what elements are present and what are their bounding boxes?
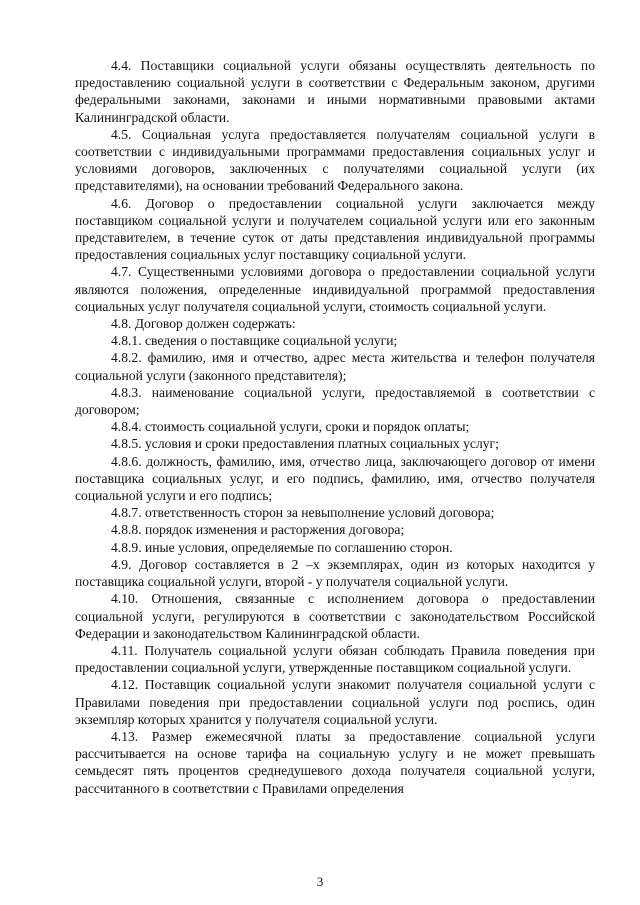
paragraph-4-7: 4.7. Существенными условиями договора о предоставлении социальной услуги являются положения, определенные индивидуальной программой предоставления социальных услуг получателя социальной услуги, стоимость социальной услуги. — [75, 264, 595, 314]
paragraph-4-5: 4.5. Социальная услуга предоставляется получателям социальной услуги в соответствии с индивидуальными программами предоставления социальных услуг и условиями договоров, заключенных с получателями социальной услуги (их представителями), на основании требований Федерального закона. — [75, 126, 595, 194]
paragraph-4-11: 4.11. Получатель социальной услуги обязан соблюдать Правила поведения при предоставлении социальной услуги, утвержденные поставщиком социальной услуги. — [75, 642, 595, 676]
page-number: 3 — [316, 874, 324, 889]
document-body — [75, 57, 595, 797]
paragraph-4-4: 4.4. Поставщики социальной услуги обязаны осуществлять деятельность по предоставлению социальной услуги в соответствии с Федеральным законом, другими федеральными законами, законами и иными нормативными правовыми актами Калининградской области. — [75, 58, 595, 125]
paragraph-4-8-3: 4.8.3. наименование социальной услуги, предоставляемой в соответствии с договором; — [75, 384, 595, 418]
paragraph-4-8-1: 4.8.1. сведения о поставщике социальной услуги; — [111, 333, 398, 349]
paragraph-4-8-4: 4.8.4. стоимость социальной услуги, сроки и порядок оплаты; — [111, 419, 470, 435]
paragraph-4-10: 4.10. Отношения, связанные с исполнением договора о предоставлении социальной услуги, регулируются в соответствии с законодательством Российской Федерации и законодательством Калининградской области. — [75, 591, 595, 641]
paragraph-4-12: 4.12. Поставщик социальной услуги знакомит получателя социальной услуги с Правилами поведения при предоставлении социальной услуги под роспись, один экземпляр которых хранится у получателя социальной услуги. — [75, 677, 595, 727]
paragraph-4-8-6: 4.8.6. должность, фамилию, имя, отчество лица, заключающего договор от имени поставщика социальных услуг, и его подпись, фамилию, имя, отчество получателя социальной услуги и его подпись; — [75, 453, 595, 504]
paragraph-4-8-7: 4.8.7. ответственность сторон за невыполнение условий договора; — [111, 505, 495, 521]
paragraph-4-13: 4.13. Размер ежемесячной платы за предоставление социальной услуги рассчитывается на основе тарифа на социальную услугу и не может превышать семьдесят пять процентов среднедушевого дохода получателя социальной услуги, рассчитанного в соответствии с Правилами определения — [75, 728, 595, 796]
paragraph-4-8-2: 4.8.2. фамилию, имя и отчество, адрес места жительства и телефон получателя социальной услуги (законного представителя); — [75, 350, 595, 383]
paragraph-4-9: 4.9. Договор составляется в 2 –х экземплярах, один из которых находится у поставщика социальной услуги, второй - у получателя социальной услуги. — [75, 556, 595, 590]
paragraph-4-8-5: 4.8.5. условия и сроки предоставления платных социальных услуг; — [111, 436, 499, 452]
paragraph-4-6: 4.6. Договор о предоставлении социальной услуги заключается между поставщиком социальной услуги и получателем социальной услуги или его законным представителем, в течение суток от даты представления индивидуальной программы предоставления социальных услуг поставщику социальной услуги. — [75, 195, 595, 263]
paragraph-4-8-9: 4.8.9. иные условия, определяемые по соглашению сторон. — [111, 539, 453, 555]
paragraph-4-8: 4.8. Договор должен содержать: — [111, 316, 296, 332]
paragraph-4-8-8: 4.8.8. порядок изменения и расторжения договора; — [111, 522, 405, 538]
